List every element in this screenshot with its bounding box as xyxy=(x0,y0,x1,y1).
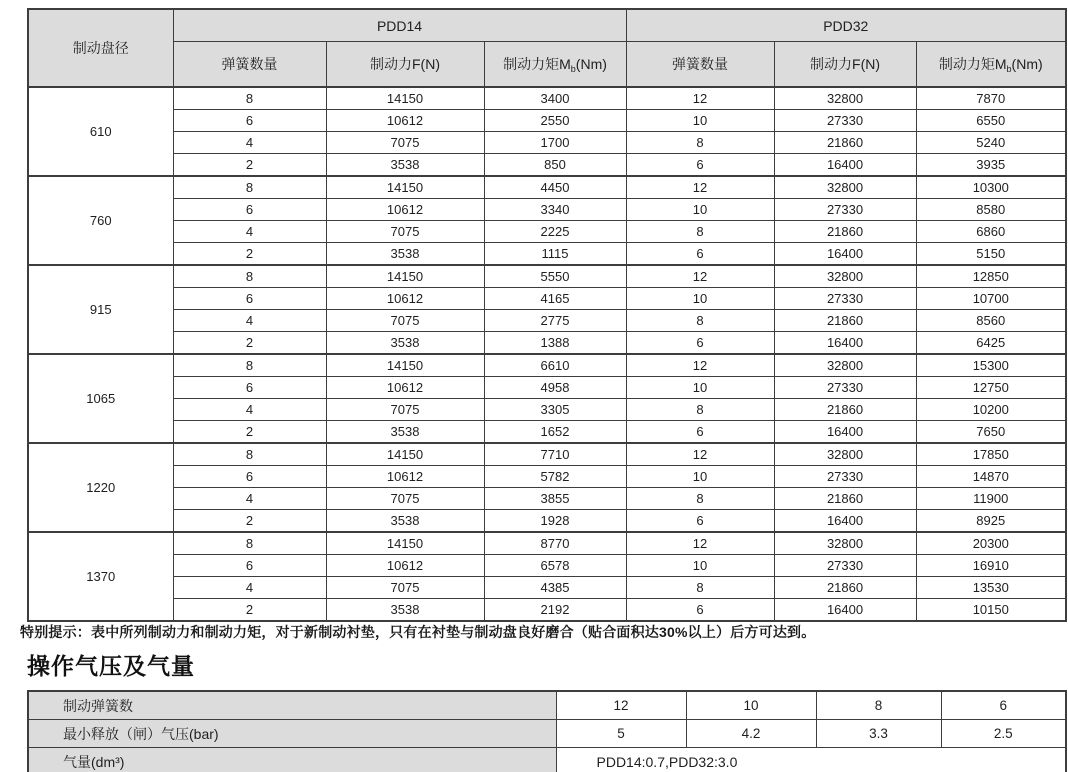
value-cell: 3935 xyxy=(916,154,1066,177)
value-cell: 10 xyxy=(626,199,774,221)
section-title: 操作气压及气量 xyxy=(27,653,195,679)
table-row xyxy=(28,691,1066,720)
value-cell: 16400 xyxy=(774,154,916,177)
model-header-pdd14: PDD14 xyxy=(173,9,626,42)
value-cell: 8 xyxy=(626,132,774,154)
value-cell: 12750 xyxy=(916,377,1066,399)
value-cell: 3340 xyxy=(484,199,626,221)
value-cell: 10 xyxy=(626,377,774,399)
table-row xyxy=(28,132,1066,154)
value-cell: 32800 xyxy=(774,265,916,288)
table-row xyxy=(28,199,1066,221)
value-cell: 6 xyxy=(173,288,326,310)
value-cell: 3305 xyxy=(484,399,626,421)
model-header-pdd32: PDD32 xyxy=(626,9,1066,42)
value-cell: 7075 xyxy=(326,399,484,421)
value-cell: 2192 xyxy=(484,599,626,622)
value-cell: 10612 xyxy=(326,110,484,132)
value-cell: 3855 xyxy=(484,488,626,510)
value-cell: 1115 xyxy=(484,243,626,266)
table-row xyxy=(28,421,1066,444)
table-row xyxy=(28,466,1066,488)
value-cell: 7075 xyxy=(326,310,484,332)
value-cell: 2 xyxy=(173,599,326,622)
value-cell: 16400 xyxy=(774,243,916,266)
value-cell: 8 xyxy=(173,87,326,110)
table-row xyxy=(28,577,1066,599)
disc-diameter-cell: 1065 xyxy=(28,354,173,443)
value-cell: 1700 xyxy=(484,132,626,154)
value-cell: 4 xyxy=(173,488,326,510)
value-cell: 1388 xyxy=(484,332,626,355)
value-cell: 16910 xyxy=(916,555,1066,577)
value-cell: 11900 xyxy=(916,488,1066,510)
value-cell: 3400 xyxy=(484,87,626,110)
value-cell: 16400 xyxy=(774,421,916,444)
main-table-body xyxy=(28,87,1066,621)
value-cell: 5150 xyxy=(916,243,1066,266)
value-cell: 10612 xyxy=(326,288,484,310)
value-cell: 10300 xyxy=(916,176,1066,199)
force-header: 制动力F(N) xyxy=(326,42,484,88)
value-cell: 8770 xyxy=(484,532,626,555)
table-row xyxy=(28,221,1066,243)
value-cell: 12 xyxy=(626,532,774,555)
value-cell: 10 xyxy=(626,466,774,488)
value-cell: 10200 xyxy=(916,399,1066,421)
release-pressure-label: 最小释放（闸）气压(bar) xyxy=(28,720,556,748)
value-cell: 2 xyxy=(173,332,326,355)
value-cell: 5550 xyxy=(484,265,626,288)
springs-header: 弹簧数量 xyxy=(173,42,326,88)
value-cell: 27330 xyxy=(774,555,916,577)
value-cell: 21860 xyxy=(774,132,916,154)
value-cell: 7710 xyxy=(484,443,626,466)
value-cell: 4385 xyxy=(484,577,626,599)
value-cell: 3538 xyxy=(326,599,484,622)
value-cell: 6 xyxy=(626,154,774,177)
value-cell: 4 xyxy=(173,577,326,599)
value-cell: 4 xyxy=(173,132,326,154)
value-cell: 8 xyxy=(626,488,774,510)
value-cell: 16400 xyxy=(774,332,916,355)
value-cell: 32800 xyxy=(774,176,916,199)
table-row xyxy=(28,176,1066,199)
value-cell: 7650 xyxy=(916,421,1066,444)
value-cell: 21860 xyxy=(774,310,916,332)
value-cell: 8 xyxy=(173,443,326,466)
table-row xyxy=(28,354,1066,377)
value-cell: 2225 xyxy=(484,221,626,243)
value-cell: 32800 xyxy=(774,87,916,110)
value-cell: 3538 xyxy=(326,332,484,355)
value-cell: 4 xyxy=(173,399,326,421)
disc-diameter-cell: 1370 xyxy=(28,532,173,621)
value-cell: 3538 xyxy=(326,243,484,266)
air-volume-value: PDD14:0.7,PDD32:3.0 xyxy=(556,748,1066,772)
table-row xyxy=(28,720,1066,748)
special-note: 特别提示：表中所列制动力和制动力矩，对于新制动衬垫，只有在衬垫与制动盘良好磨合（贴合面积达30%以上）后方可达到。 xyxy=(20,624,816,640)
value-cell: 32800 xyxy=(774,532,916,555)
spring-count-label: 制动弹簧数 xyxy=(28,691,556,720)
table-row xyxy=(28,243,1066,266)
value-cell: 10612 xyxy=(326,466,484,488)
value-cell: 8 xyxy=(173,265,326,288)
value-cell: 6 xyxy=(173,555,326,577)
value-cell: 6 xyxy=(173,199,326,221)
value-cell: 21860 xyxy=(774,488,916,510)
value-cell: 10612 xyxy=(326,555,484,577)
value-cell: 8 xyxy=(626,221,774,243)
table-row xyxy=(28,532,1066,555)
value-cell: 2 xyxy=(173,510,326,533)
table-row xyxy=(28,399,1066,421)
value-cell: 7870 xyxy=(916,87,1066,110)
value-cell: 6610 xyxy=(484,354,626,377)
value-cell: 14150 xyxy=(326,354,484,377)
value-cell: 16400 xyxy=(774,510,916,533)
table-row xyxy=(28,443,1066,466)
disc-diameter-cell: 1220 xyxy=(28,443,173,532)
value-cell: 6 xyxy=(626,421,774,444)
disc-diameter-header: 制动盘径 xyxy=(28,9,173,87)
table-row xyxy=(28,332,1066,355)
table-row xyxy=(28,555,1066,577)
value-cell: 6 xyxy=(941,691,1066,720)
value-cell: 27330 xyxy=(774,110,916,132)
value-cell: 16400 xyxy=(774,599,916,622)
value-cell: 850 xyxy=(484,154,626,177)
value-cell: 21860 xyxy=(774,577,916,599)
table-row xyxy=(28,310,1066,332)
value-cell: 3.3 xyxy=(816,720,941,748)
air-volume-label: 气量(dm³) xyxy=(28,748,556,772)
value-cell: 4165 xyxy=(484,288,626,310)
value-cell: 14870 xyxy=(916,466,1066,488)
value-cell: 27330 xyxy=(774,199,916,221)
value-cell: 4958 xyxy=(484,377,626,399)
value-cell: 32800 xyxy=(774,354,916,377)
value-cell: 4.2 xyxy=(686,720,816,748)
value-cell: 12 xyxy=(626,176,774,199)
value-cell: 6 xyxy=(173,110,326,132)
value-cell: 12 xyxy=(626,354,774,377)
value-cell: 6 xyxy=(626,243,774,266)
torque-subscript: b xyxy=(570,64,576,74)
value-cell: 8 xyxy=(626,310,774,332)
value-cell: 4450 xyxy=(484,176,626,199)
value-cell: 21860 xyxy=(774,221,916,243)
value-cell: 2 xyxy=(173,421,326,444)
value-cell: 2550 xyxy=(484,110,626,132)
value-cell: 14150 xyxy=(326,87,484,110)
value-cell: 8 xyxy=(816,691,941,720)
value-cell: 6 xyxy=(626,510,774,533)
table-row xyxy=(28,510,1066,533)
value-cell: 12 xyxy=(626,443,774,466)
value-cell: 6 xyxy=(626,332,774,355)
value-cell: 14150 xyxy=(326,265,484,288)
value-cell: 4 xyxy=(173,221,326,243)
value-cell: 3538 xyxy=(326,154,484,177)
value-cell: 7075 xyxy=(326,221,484,243)
table-row xyxy=(28,488,1066,510)
value-cell: 14150 xyxy=(326,532,484,555)
value-cell: 7075 xyxy=(326,577,484,599)
value-cell: 4 xyxy=(173,310,326,332)
value-cell: 2.5 xyxy=(941,720,1066,748)
table-row xyxy=(28,110,1066,132)
value-cell: 10 xyxy=(626,110,774,132)
value-cell: 5782 xyxy=(484,466,626,488)
springs-header: 弹簧数量 xyxy=(626,42,774,88)
value-cell: 6550 xyxy=(916,110,1066,132)
value-cell: 27330 xyxy=(774,466,916,488)
value-cell: 12 xyxy=(626,87,774,110)
value-cell: 32800 xyxy=(774,443,916,466)
disc-diameter-cell: 915 xyxy=(28,265,173,354)
value-cell: 5240 xyxy=(916,132,1066,154)
value-cell: 6 xyxy=(173,377,326,399)
table-row xyxy=(28,377,1066,399)
value-cell: 10150 xyxy=(916,599,1066,622)
value-cell: 10 xyxy=(626,288,774,310)
disc-diameter-cell: 610 xyxy=(28,87,173,176)
value-cell: 8925 xyxy=(916,510,1066,533)
value-cell: 1652 xyxy=(484,421,626,444)
value-cell: 8 xyxy=(173,532,326,555)
value-cell: 10 xyxy=(626,555,774,577)
value-cell: 6425 xyxy=(916,332,1066,355)
value-cell: 5 xyxy=(556,720,686,748)
value-cell: 6578 xyxy=(484,555,626,577)
torque-header: 制动力矩$M_b(Nm)$ xyxy=(916,42,1066,88)
value-cell: 7075 xyxy=(326,132,484,154)
table-row xyxy=(28,288,1066,310)
table-row xyxy=(28,154,1066,177)
value-cell: 2775 xyxy=(484,310,626,332)
force-header: 制动力F(N) xyxy=(774,42,916,88)
value-cell: 10612 xyxy=(326,377,484,399)
value-cell: 10612 xyxy=(326,199,484,221)
value-cell: 3538 xyxy=(326,510,484,533)
value-cell: 1928 xyxy=(484,510,626,533)
disc-diameter-cell: 760 xyxy=(28,176,173,265)
value-cell: 7075 xyxy=(326,488,484,510)
value-cell: 13530 xyxy=(916,577,1066,599)
value-cell: 8580 xyxy=(916,199,1066,221)
value-cell: 3538 xyxy=(326,421,484,444)
value-cell: 8560 xyxy=(916,310,1066,332)
value-cell: 6 xyxy=(173,466,326,488)
torque-header: 制动力矩$M_b(Nm)$ xyxy=(484,42,626,88)
value-cell: 27330 xyxy=(774,377,916,399)
value-cell: 10 xyxy=(686,691,816,720)
value-cell: 20300 xyxy=(916,532,1066,555)
value-cell: 17850 xyxy=(916,443,1066,466)
value-cell: 15300 xyxy=(916,354,1066,377)
value-cell: 8 xyxy=(626,399,774,421)
value-cell: 8 xyxy=(173,176,326,199)
value-cell: 8 xyxy=(626,577,774,599)
value-cell: 27330 xyxy=(774,288,916,310)
braking-force-table xyxy=(27,8,1067,622)
pressure-volume-table xyxy=(27,690,1067,772)
table-row xyxy=(28,748,1066,772)
value-cell: 14150 xyxy=(326,176,484,199)
table-row xyxy=(28,599,1066,622)
value-cell: 21860 xyxy=(774,399,916,421)
value-cell: 14150 xyxy=(326,443,484,466)
table-row xyxy=(28,87,1066,110)
value-cell: 10700 xyxy=(916,288,1066,310)
value-cell: 6860 xyxy=(916,221,1066,243)
value-cell: 2 xyxy=(173,154,326,177)
value-cell: 2 xyxy=(173,243,326,266)
torque-subscript: b xyxy=(1006,64,1012,74)
value-cell: 8 xyxy=(173,354,326,377)
value-cell: 6 xyxy=(626,599,774,622)
value-cell: 12 xyxy=(626,265,774,288)
value-cell: 12 xyxy=(556,691,686,720)
table-row xyxy=(28,265,1066,288)
value-cell: 12850 xyxy=(916,265,1066,288)
